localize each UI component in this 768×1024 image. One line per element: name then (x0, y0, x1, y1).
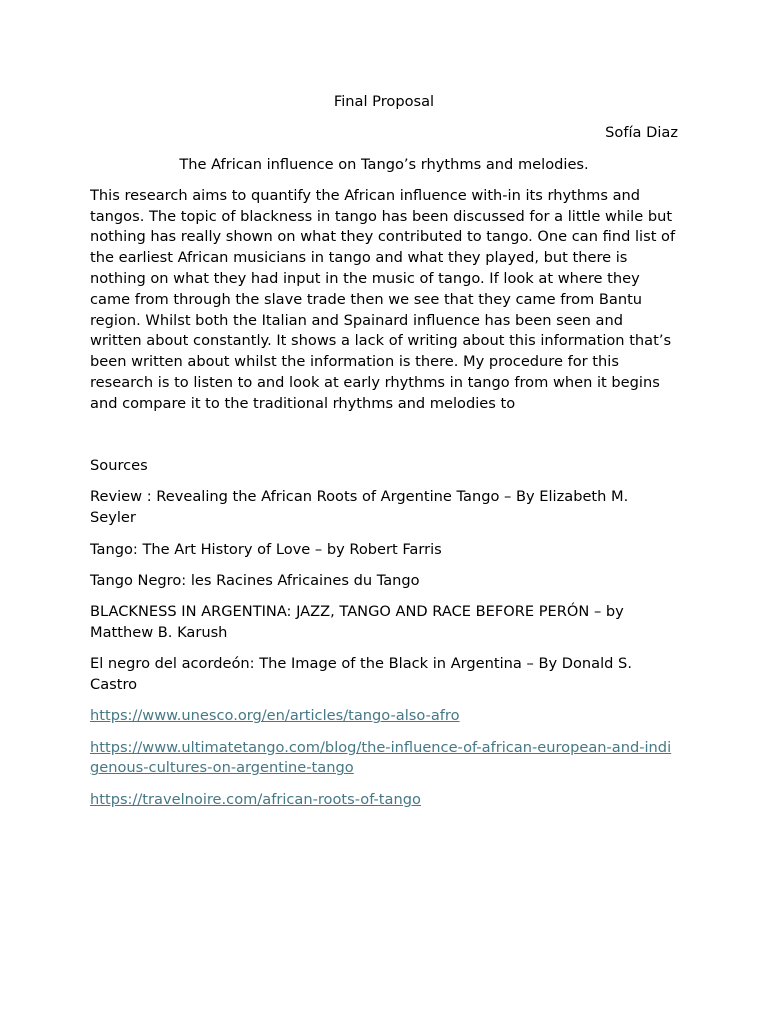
source-link-unesco[interactable]: https://www.unesco.org/en/articles/tango-also-afro (90, 707, 460, 725)
source-link-ultimatetango[interactable]: https://www.ultimatetango.com/blog/the-influence-of-african-european-and-indigenous-cultures-on-argentine-tango (90, 738, 672, 777)
author-name: Sofía Diaz (605, 124, 678, 142)
source-link (90, 738, 678, 780)
source-item: El negro del acordeón: The Image of the Black in Argentina – By Donald S. Castro (90, 655, 632, 694)
source-link (90, 706, 678, 727)
source-item: BLACKNESS IN ARGENTINA: JAZZ, TANGO AND RACE BEFORE PERÓN – by Matthew B. Karush (90, 603, 624, 641)
source-link (90, 790, 678, 811)
body-paragraph: This research aims to quantify the African influence with-in its rhythms and tangos. The topic of blackness in tango has been discussed for a little while but nothing has really shown on what they contributed to tango. One can find list of the earliest African musicians in tango and what they played, but there is nothing on what they had input in the music of tango. If look at where they came from through the slave trade then we see that they came from Bantu region. Whilst both the Italian and Spainard influence has been seen and written about constantly. It shows a lack of writing about this information that’s been written about whilst the information is there. My procedure for this research is to listen to and look at early rhythms in tango from when it begins and compare it to the traditional rhythms and melodies to (90, 186, 676, 412)
source-item: Review : Revealing the African Roots of Argentine Tango – By Elizabeth M. Seyler (90, 488, 629, 527)
document-page (90, 92, 678, 821)
sources-heading: Sources (90, 457, 148, 475)
source-link-travelnoire[interactable]: https://travelnoire.com/african-roots-of-tango (90, 790, 421, 808)
source-item: Tango Negro: les Racines Africaines du Tango (90, 571, 420, 589)
document-title: Final Proposal (333, 93, 435, 110)
source-item: Tango: The Art History of Love – by Robert Farris (90, 540, 442, 558)
document-subtitle: The African influence on Tango’s rhythms and melodies. (179, 155, 589, 173)
